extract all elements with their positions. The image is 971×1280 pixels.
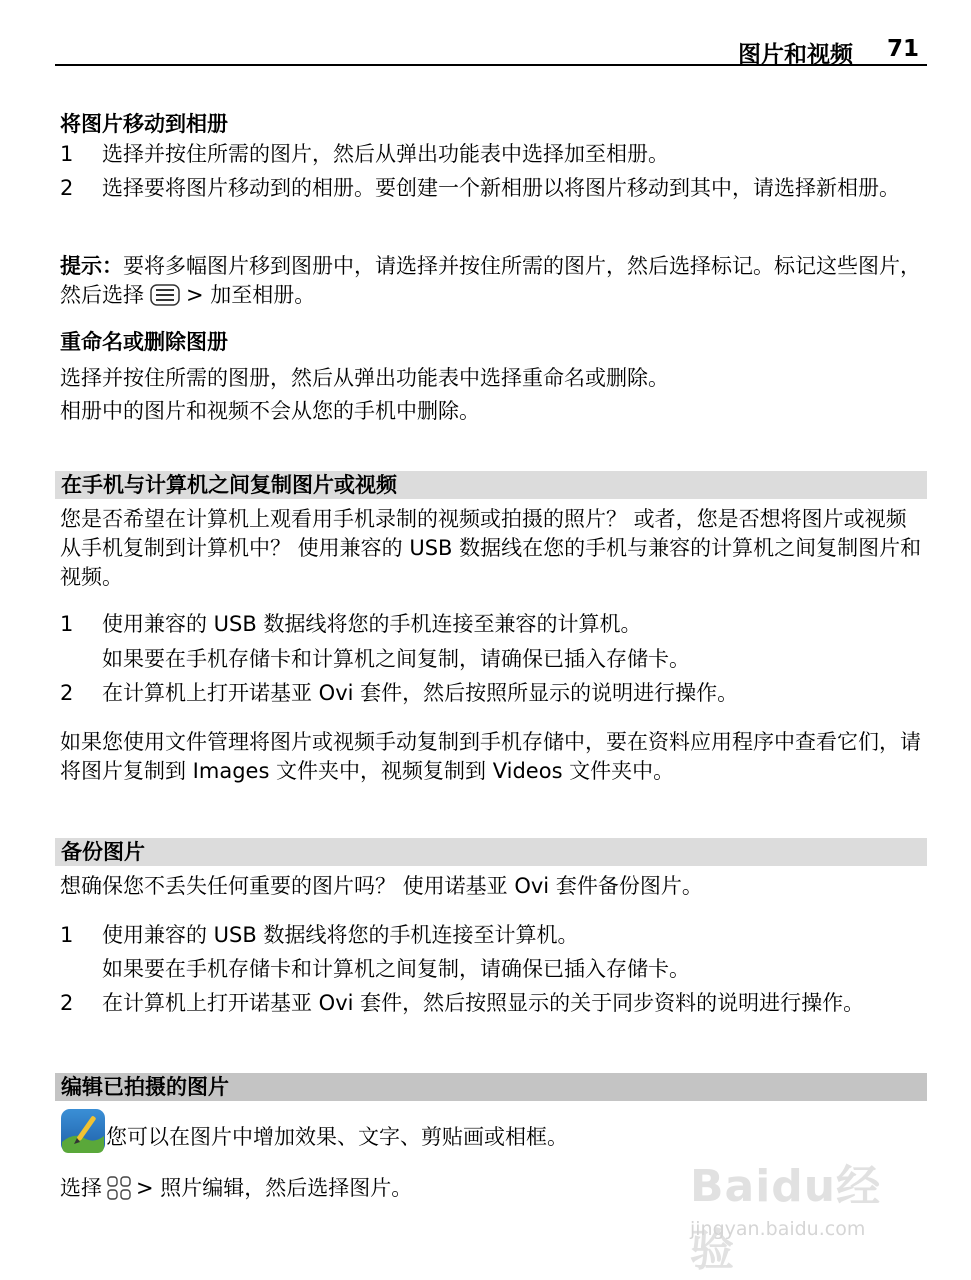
tip-text: 要将多幅图片移到图册中，请选择并按住所需的图片，然后选择标记。标记这些图片，然后选择 (60, 254, 921, 307)
watermark-url: jingyan.baidu.com (690, 1218, 866, 1240)
section-title-bar (55, 471, 927, 499)
item-text: 在计算机上打开诺基亚 Ovi 套件，然后按照所显示的说明进行操作。 (102, 681, 739, 705)
watermark-logo: Baidu经验 (690, 1161, 882, 1276)
item-number: 1 (60, 612, 74, 636)
chapter-title: 图片和视频 (738, 42, 853, 68)
item-number: 2 (60, 681, 74, 705)
item-text: 使用兼容的 USB 数据线将您的手机连接至计算机。 (102, 923, 579, 947)
photo-editor-icon (60, 1108, 106, 1154)
paragraph: 如果您使用文件管理将图片或视频手动复制到手机存储中，要在资料应用程序中查看它们，请将图片复制到 Images 文件夹中，视频复制到 Videos 文件夹中。 (60, 730, 921, 783)
section-title: 在手机与计算机之间复制图片或视频 (61, 473, 397, 497)
section-title-bar (55, 1073, 927, 1101)
tip-tail: > 加至相册。 (186, 283, 316, 307)
item-text: 使用兼容的 USB 数据线将您的手机连接至兼容的计算机。 (102, 612, 642, 636)
instruction-tail: > 照片编辑，然后选择图片。 (136, 1176, 413, 1200)
baidu-watermark (690, 1140, 920, 1276)
page-number: 71 (886, 36, 919, 62)
item-number: 1 (60, 142, 74, 166)
heading-move-to-album: 将图片移动到相册 (60, 112, 228, 136)
item-subtext: 如果要在手机存储卡和计算机之间复制，请确保已插入存储卡。 (102, 647, 690, 671)
item-text: 选择要将图片移动到的相册。要创建一个新相册以将图片移动到其中，请选择新相册。 (102, 176, 900, 200)
list-item (60, 989, 922, 1047)
paragraph: 您是否希望在计算机上观看用手机录制的视频或拍摄的照片？ 或者，您是否想将图片或视频从手机复制到计算机中？ 使用兼容的 USB 数据线在您的手机与兼容的计算机之间复制图片和视频。 (60, 507, 922, 589)
page-header (55, 28, 927, 66)
menu-icon (150, 284, 180, 306)
app-grid-icon (106, 1175, 132, 1201)
section-title-bar (55, 838, 927, 866)
item-text: 选择并按住所需的图片，然后从弹出功能表中选择加至相册。 (102, 142, 669, 166)
paragraph: 您可以在图片中增加效果、文字、剪贴画或相框。 (106, 1125, 568, 1149)
item-number: 2 (60, 991, 74, 1015)
item-number: 2 (60, 176, 74, 200)
tip-paragraph (60, 252, 922, 310)
tip-label: 提示： (60, 254, 123, 278)
item-number: 1 (60, 923, 74, 947)
heading-rename-delete: 重命名或删除图册 (60, 330, 228, 354)
instruction-lead: 选择 (60, 1176, 102, 1200)
paragraph: 相册中的图片和视频不会从您的手机中删除。 (60, 399, 480, 423)
section-title: 备份图片 (61, 840, 145, 864)
item-subtext: 如果要在手机存储卡和计算机之间复制，请确保已插入存储卡。 (102, 957, 690, 981)
paragraph: 想确保您不丢失任何重要的图片吗？ 使用诺基亚 Ovi 套件备份图片。 (60, 874, 703, 898)
section-title: 编辑已拍摄的图片 (61, 1075, 229, 1099)
list-item (60, 174, 922, 232)
paragraph: 选择并按住所需的图册，然后从弹出功能表中选择重命名或删除。 (60, 366, 669, 390)
item-text: 在计算机上打开诺基亚 Ovi 套件，然后按照显示的关于同步资料的说明进行操作。 (102, 991, 865, 1015)
